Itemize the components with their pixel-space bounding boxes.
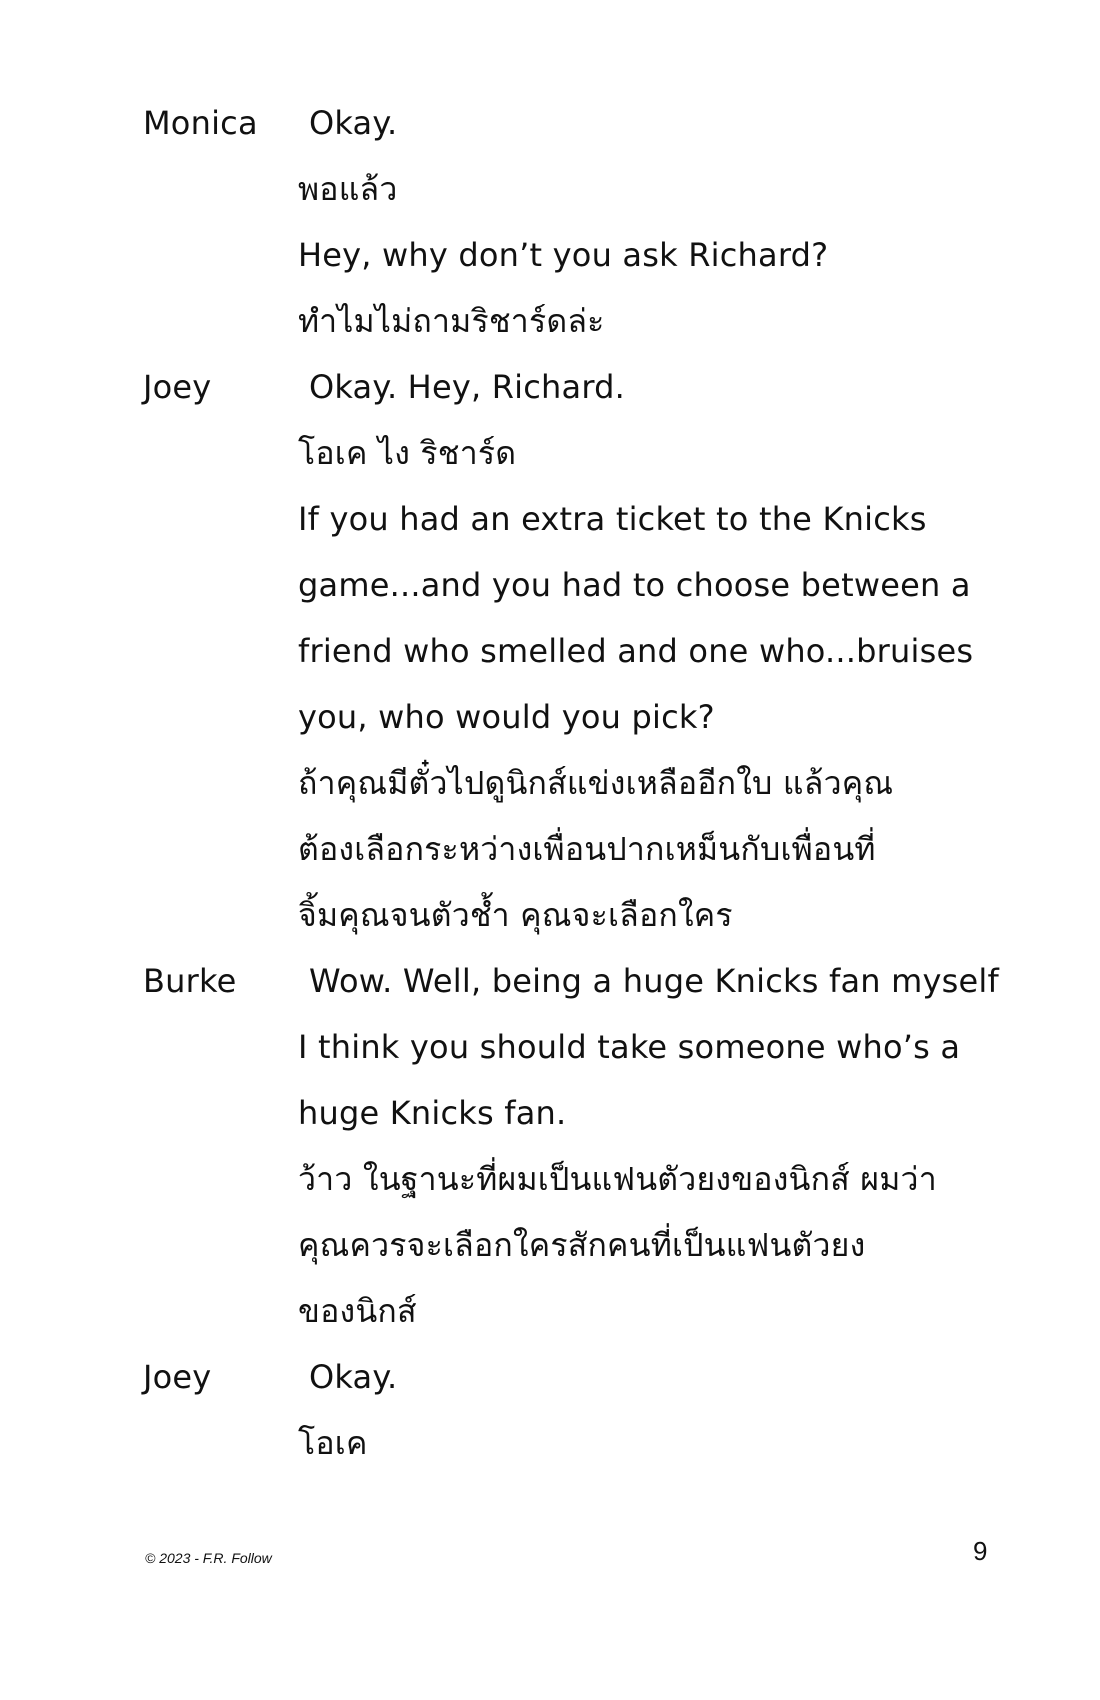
dialogue-line: Wow. Well, being a huge Knicks fan myself bbox=[309, 962, 999, 1000]
speaker-name: Burke bbox=[143, 962, 237, 1000]
dialogue-line: I think you should take someone who’s a bbox=[298, 1028, 961, 1066]
dialogue-line: พอแล้ว bbox=[298, 170, 398, 208]
speaker-name: Joey bbox=[143, 368, 212, 406]
dialogue-line: Okay. bbox=[309, 104, 398, 142]
speaker-name: Monica bbox=[143, 104, 258, 142]
dialogue-line: ว้าว ในฐานะที่ผมเป็นแฟนตัวยงของนิกส์ ผมว่า bbox=[298, 1160, 937, 1198]
dialogue-line: friend who smelled and one who...bruises bbox=[298, 632, 974, 670]
dialogue-line: Okay. Hey, Richard. bbox=[309, 368, 626, 406]
dialogue-line: ของนิกส์ bbox=[298, 1292, 417, 1330]
speaker-name: Joey bbox=[143, 1358, 212, 1396]
dialogue-line: จิ้มคุณจนตัวช้ำ คุณจะเลือกใคร bbox=[298, 896, 733, 934]
dialogue-line: คุณควรจะเลือกใครสักคนที่เป็นแฟนตัวยง bbox=[298, 1226, 866, 1264]
dialogue-line: โอเค ไง ริชาร์ด bbox=[298, 434, 517, 472]
dialogue-line: ทำไมไม่ถามริชาร์ดล่ะ bbox=[298, 302, 605, 340]
copyright-footer: © 2023 - F.R. Follow bbox=[145, 1550, 272, 1566]
dialogue-line: Hey, why don’t you ask Richard? bbox=[298, 236, 829, 274]
dialogue-line: If you had an extra ticket to the Knicks bbox=[298, 500, 927, 538]
dialogue-line: you, who would you pick? bbox=[298, 698, 715, 736]
dialogue-line: ต้องเลือกระหว่างเพื่อนปากเหม็นกับเพื่อนที่ bbox=[298, 830, 876, 868]
dialogue-line: huge Knicks fan. bbox=[298, 1094, 567, 1132]
dialogue-line: ถ้าคุณมีตั๋วไปดูนิกส์แข่งเหลืออีกใบ แล้วคุณ bbox=[298, 764, 894, 802]
page-number: 9 bbox=[973, 1536, 988, 1566]
dialogue-line: game...and you had to choose between a bbox=[298, 566, 971, 604]
dialogue-line: โอเค bbox=[298, 1424, 368, 1462]
dialogue-line: Okay. bbox=[309, 1358, 398, 1396]
